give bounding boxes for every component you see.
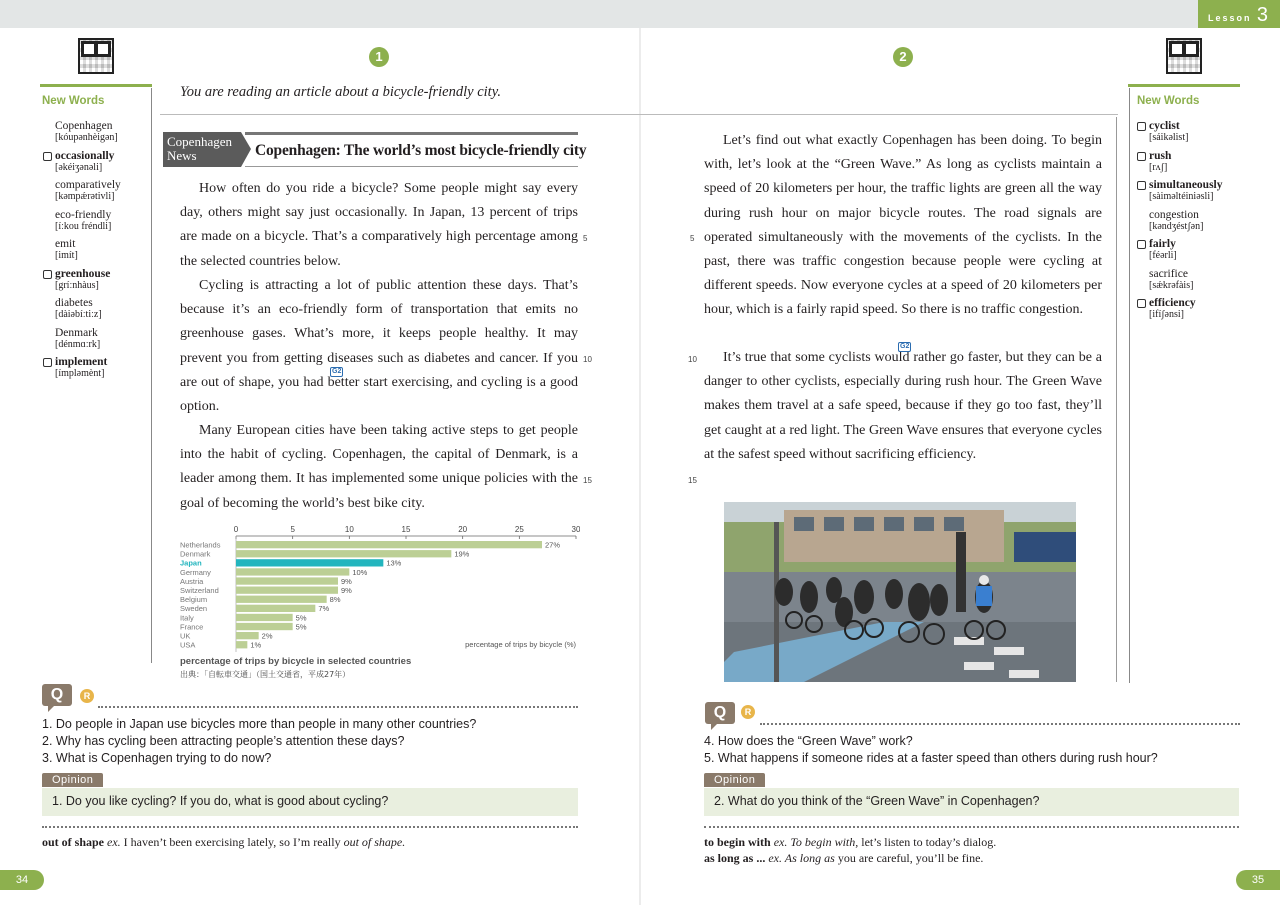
grammar-tag-right[interactable]: G2 xyxy=(900,343,910,350)
word-checkbox[interactable] xyxy=(1137,122,1146,131)
new-word-term: greenhouse xyxy=(55,267,111,280)
opinion-question-2: 2. What do you think of the “Green Wave” in Copenhagen? xyxy=(704,788,1239,816)
new-word-term: Copenhagen xyxy=(55,120,113,132)
news-badge xyxy=(163,132,241,167)
chart-value-label: 8% xyxy=(329,595,341,605)
chart-bar xyxy=(236,605,315,612)
question-1: 1. Do people in Japan use bicycles more than people in many other countries? xyxy=(42,717,477,731)
new-words-right-rule xyxy=(1128,84,1240,88)
new-word-emit xyxy=(55,239,78,261)
new-word-pronunciation: [əkéiʒənəli] xyxy=(55,161,103,173)
chart-value-label: 9% xyxy=(341,576,352,586)
new-word-term: occasionally xyxy=(55,149,115,162)
opinion-question-1: 1. Do you like cycling? If you do, what is good about cycling? xyxy=(42,788,578,816)
section-marker-2: 2 xyxy=(893,47,913,67)
chart-bar xyxy=(236,641,247,648)
page-spine xyxy=(639,28,641,905)
chart-bar xyxy=(236,614,293,621)
question-5: 5. What happens if someone rides at a faster speed than others during rush hour? xyxy=(704,751,1158,765)
opinion-label-right: Opinion xyxy=(704,773,765,787)
article-frame-top xyxy=(160,114,1118,117)
q-divider-right xyxy=(760,723,1240,725)
new-word-term: cyclist xyxy=(1149,120,1180,132)
phrase-divider-right xyxy=(704,826,1239,828)
chart-category-label: Japan xyxy=(180,558,202,568)
chart-value-label: 5% xyxy=(295,613,307,623)
new-word-term: rush xyxy=(1149,149,1172,162)
new-word-term: eco-friendly xyxy=(55,208,112,221)
phrase-text: you are careful, you’ll be fine. xyxy=(834,851,984,865)
phrase-example xyxy=(704,851,983,866)
question-4: 4. How does the “Green Wave” work? xyxy=(704,734,913,748)
new-word-term: congestion xyxy=(1149,208,1199,221)
new-words-right-title: New Words xyxy=(1137,95,1200,107)
chart-caption: percentage of trips by bicycle in selected countries xyxy=(180,656,412,667)
headline-top-rule xyxy=(245,132,578,135)
line-number-5-left: 5 xyxy=(583,234,588,243)
new-word-comparatively xyxy=(55,180,121,202)
phrase-term: out of shape xyxy=(42,835,108,849)
new-word-term: implement xyxy=(55,356,108,368)
chart-tick-label: 5 xyxy=(290,525,295,534)
right-paragraph-1: Let’s find out what exactly Copenhagen has been doing. To begin with, let’s look at the “Green Wave.” As long as cyclists maintain a speed of 20 kilometers per hour, the traffic lights are green all the way during rush hour on major bicycle routes. The road signals are operated simultaneously with the movements of the cyclists. In the past, there was traffic congestion because people were cycling at different speeds. Now everyone cycles at a speed of 20 kilometers per hour, which is a fairly rapid speed. So there is no traffic congestion. xyxy=(704,133,1102,318)
new-word-greenhouse xyxy=(55,269,110,291)
lesson-tab xyxy=(1198,0,1280,28)
chart-bar xyxy=(236,568,349,575)
new-word-pronunciation: [gríːnhàus] xyxy=(55,279,99,291)
chart-category-label: Switzerland xyxy=(180,586,219,595)
new-word-term: Denmark xyxy=(55,326,98,339)
new-word-sacrifice xyxy=(1149,269,1193,291)
news-badge-line2: News xyxy=(167,148,197,163)
page-number-left: 34 xyxy=(0,870,44,890)
chart-source: 出典：「自転車交通」（国土交通省，平成27年） xyxy=(180,670,351,679)
new-word-eco-friendly xyxy=(55,210,111,232)
word-checkbox[interactable] xyxy=(43,270,52,279)
word-checkbox[interactable] xyxy=(43,358,52,367)
chart-category-label: USA xyxy=(180,640,196,650)
chart-category-label: Sweden xyxy=(180,604,208,614)
chart-bar xyxy=(236,577,338,584)
new-word-simultaneously xyxy=(1149,180,1223,202)
chart-value-label: 9% xyxy=(341,586,352,595)
chart-value-label: 27% xyxy=(545,540,561,550)
phrase-ex-label: ex. xyxy=(768,851,785,865)
new-word-pronunciation: [sàiməltéiniəsli] xyxy=(1149,191,1214,202)
left-paragraph-2: Cycling is attracting a lot of public attention these days. That’s because it’s an eco-friendly form of transportation that emits no greenhouse gases. What’s more, it keeps people healthy. It may prevent you from getting diseases such as diabetes and cancer. If you are out of shape, you had better start exercising, and cycling is a good option. xyxy=(180,278,578,415)
phrase-text: I haven’t been exercising lately, so I’m really xyxy=(123,835,344,849)
new-word-diabetes xyxy=(55,298,102,320)
question-q-icon-left: Q xyxy=(42,684,72,706)
phrase-term: to begin with xyxy=(704,835,774,849)
new-words-left-title: New Words xyxy=(42,95,105,107)
chart-value-label: 7% xyxy=(318,604,330,614)
chart-category-label: Italy xyxy=(180,613,194,623)
phrase-example xyxy=(42,835,405,850)
chart-category-label: France xyxy=(180,622,204,632)
bicycle-trips-bar-chart xyxy=(178,522,580,654)
article-frame-right xyxy=(1116,117,1117,682)
new-word-term: sacrifice xyxy=(1149,267,1188,280)
question-q-icon-right: Q xyxy=(705,702,735,724)
new-word-rush xyxy=(1149,151,1171,173)
chart-category-label: Austria xyxy=(180,576,204,586)
question-2: 2. Why has cycling been attracting people’s attention these days? xyxy=(42,734,405,748)
opinion-label-left: Opinion xyxy=(42,773,103,787)
chart-bar xyxy=(236,550,451,557)
chart-x-label: percentage of trips by bicycle (%) xyxy=(465,640,576,649)
cyclists-photo-illustration xyxy=(724,502,1076,682)
chart-tick-label: 0 xyxy=(233,525,239,534)
phrase-text: let’s listen to today’s dialog. xyxy=(858,835,997,849)
chart-bar xyxy=(236,559,383,566)
chart-value-label: 1% xyxy=(250,640,262,650)
chart-tick-label: 20 xyxy=(458,525,468,534)
new-word-term: simultaneously xyxy=(1149,179,1223,191)
new-word-term: diabetes xyxy=(55,297,93,309)
question-3: 3. What is Copenhagen trying to do now? xyxy=(42,751,272,765)
new-word-term: efficiency xyxy=(1149,297,1196,309)
chart-value-label: 10% xyxy=(352,567,368,577)
phrase-term: as long as ... xyxy=(704,851,769,865)
phrase-ex-label: ex. xyxy=(107,835,124,849)
qr-code-icon-right[interactable] xyxy=(1166,38,1202,74)
cyclists-photo xyxy=(724,502,1076,682)
chart-category-label: Germany xyxy=(180,567,211,577)
headline-bottom-rule xyxy=(245,166,578,167)
phrase-divider-left xyxy=(42,826,578,828)
page-number-right: 35 xyxy=(1236,870,1280,890)
chart-value-label: 19% xyxy=(454,549,470,559)
phrase-emphasis: out of shape. xyxy=(343,835,406,849)
phrase-emphasis: As long as xyxy=(784,851,835,865)
line-number-15-left: 15 xyxy=(583,476,592,485)
lesson-number: 3 xyxy=(1256,4,1268,26)
word-checkbox[interactable] xyxy=(43,152,52,161)
phrase-example xyxy=(704,835,996,850)
chart-tick-label: 10 xyxy=(344,525,354,534)
new-words-left-divider xyxy=(151,88,152,663)
new-word-copenhagen xyxy=(55,121,118,143)
word-checkbox[interactable] xyxy=(1137,299,1146,308)
word-checkbox[interactable] xyxy=(1137,152,1146,161)
new-word-pronunciation: [sáikəlist] xyxy=(1149,132,1189,143)
right-paragraph-2: It’s true that some cyclists would rather go faster, but they can be a danger to other cyclists, especially during rush hour. The Green Wave makes them travel at a safe speed, because if they go too fast, they’ll get caught at a red light. The Green Wave ensures that everyone cycles at the safest speed without sacrificing efficiency. xyxy=(704,350,1102,462)
line-number-10-right: 10 xyxy=(688,355,697,364)
top-header-bar xyxy=(0,0,1280,28)
chart-value-label: 13% xyxy=(386,558,402,568)
new-word-efficiency xyxy=(1149,298,1196,320)
new-word-congestion xyxy=(1149,210,1203,232)
new-word-pronunciation: [rʌʃ] xyxy=(1149,161,1168,173)
line-number-5-right: 5 xyxy=(690,234,695,243)
new-words-right-divider xyxy=(1129,88,1130,683)
chart-bar xyxy=(236,632,259,639)
lesson-word: Lesson xyxy=(1208,13,1252,23)
new-word-term: comparatively xyxy=(55,179,121,191)
left-paragraph-3: Many European cities have been taking active steps to get people into the habit of cycling. Copenhagen, the capital of Denmark, is a leader among them. It has implemented some unique policies with the goal of becoming the world’s best bike city. xyxy=(180,423,578,511)
chart-tick-label: 30 xyxy=(571,525,580,534)
new-word-pronunciation: [imít] xyxy=(55,250,78,261)
chart-tick-label: 25 xyxy=(514,525,524,534)
phrase-ex-label: ex. xyxy=(773,835,791,849)
article-headline: Copenhagen: The world’s most bicycle-friendly city xyxy=(255,142,587,159)
qr-code-icon-left[interactable] xyxy=(78,38,114,74)
new-word-term: fairly xyxy=(1149,238,1176,250)
new-word-fairly xyxy=(1149,239,1177,261)
article-intro: You are reading an article about a bicycle-friendly city. xyxy=(180,84,501,100)
chart-bar xyxy=(236,587,338,594)
chart-bar xyxy=(236,596,327,603)
new-word-pronunciation: [kóupənhèigən] xyxy=(55,132,118,143)
chart-tick-label: 15 xyxy=(401,525,411,534)
new-word-pronunciation: [kəmpǽrətivli] xyxy=(55,191,115,202)
new-word-pronunciation: [sǽkrəfàis] xyxy=(1149,279,1194,291)
new-word-cyclist xyxy=(1149,121,1188,143)
new-word-implement xyxy=(55,357,107,379)
new-word-pronunciation: [dàiəbíːtiːz] xyxy=(55,309,102,320)
new-word-pronunciation: [dénmɑːrk] xyxy=(55,338,101,350)
phrase-emphasis: To begin with, xyxy=(790,835,859,849)
chart-bar xyxy=(236,623,293,630)
line-number-10-left: 10 xyxy=(583,355,592,364)
left-paragraph-1: How often do you ride a bicycle? Some people might say every day, others might say just occasionally. In Japan, 13 percent of trips are made on a bicycle. That’s a comparatively high percentage among the selected countries below. xyxy=(180,181,578,269)
news-badge-line1: Copenhagen xyxy=(167,134,232,149)
word-checkbox[interactable] xyxy=(1137,240,1146,249)
new-word-pronunciation: [íːkou fréndli] xyxy=(55,220,112,232)
line-number-15-right: 15 xyxy=(688,476,697,485)
chart-category-label: Denmark xyxy=(180,549,211,559)
chart-value-label: 2% xyxy=(261,631,273,641)
reading-badge-left: R xyxy=(80,689,94,703)
new-word-pronunciation: [féərli] xyxy=(1149,250,1177,261)
chart-category-label: Belgium xyxy=(180,595,208,605)
new-word-pronunciation: [ifíʃənsi] xyxy=(1149,309,1184,320)
new-words-left-rule xyxy=(40,84,152,88)
reading-badge-right: R xyxy=(741,705,755,719)
q-divider-left xyxy=(98,706,578,708)
word-checkbox[interactable] xyxy=(1137,181,1146,190)
new-word-denmark xyxy=(55,328,100,350)
new-word-term: emit xyxy=(55,238,76,250)
section-marker-1: 1 xyxy=(369,47,389,67)
chart-bar xyxy=(236,541,542,548)
chart-value-label: 5% xyxy=(295,622,307,632)
chart-category-label: UK xyxy=(180,631,191,641)
chart-category-label: Netherlands xyxy=(180,540,221,550)
new-word-pronunciation: [ímpləmènt] xyxy=(55,368,105,379)
grammar-tag-left[interactable]: G2 xyxy=(332,368,342,375)
new-word-occasionally xyxy=(55,151,114,173)
new-word-pronunciation: [kəndʒéstʃən] xyxy=(1149,220,1204,232)
